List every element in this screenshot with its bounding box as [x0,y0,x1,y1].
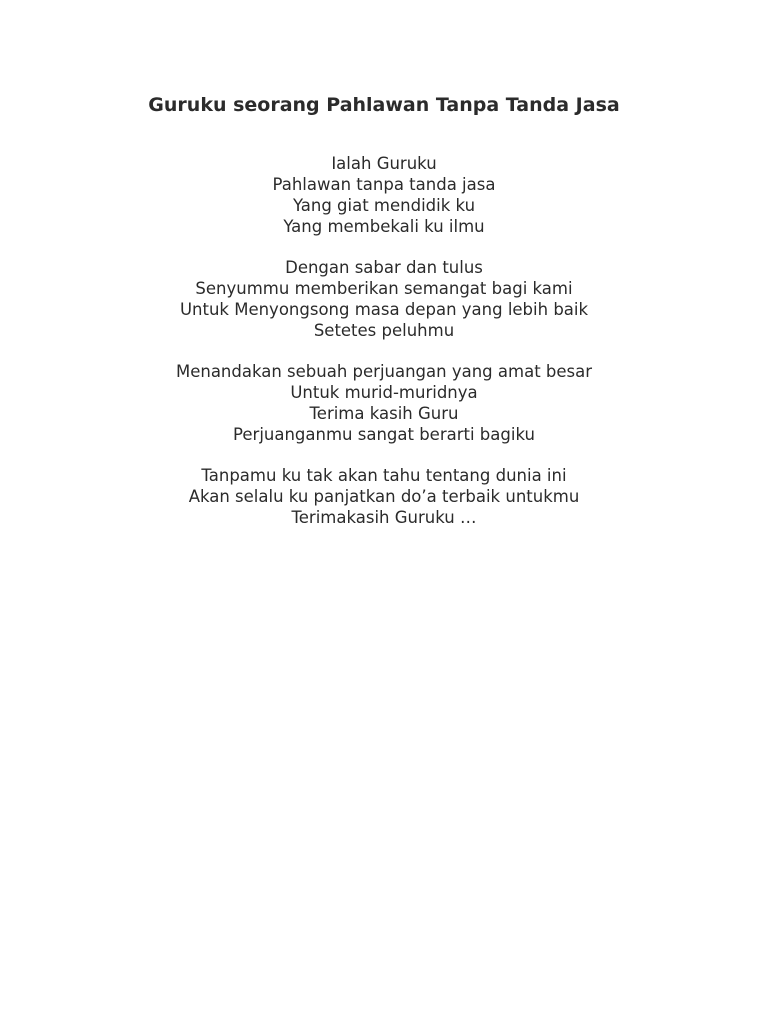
stanza-2 [0,257,768,341]
stanza-1 [0,153,768,237]
poem-line: Pahlawan tanpa tanda jasa [272,175,496,194]
poem-title: Guruku seorang Pahlawan Tanpa Tanda Jasa [148,94,620,116]
poem-line: Perjuanganmu sangat berarti bagiku [233,425,535,444]
poem-line: Terimakasih Guruku … [291,508,477,527]
poem-line: Tanpamu ku tak akan tahu tentang dunia ini [201,466,567,485]
stanza-3 [0,361,768,445]
poem-line: Akan selalu ku panjatkan do’a terbaik untukmu [188,487,580,506]
poem-line: Untuk murid-muridnya [290,383,478,402]
poem-line: Yang membekali ku ilmu [283,217,485,236]
poem-body [0,153,768,548]
stanza-4 [0,465,768,528]
poem-line: Senyummu memberikan semangat bagi kami [195,279,573,298]
poem-line: Terima kasih Guru [309,404,459,423]
poem-line: Menandakan sebuah perjuangan yang amat besar [175,362,593,381]
poem-line: Yang giat mendidik ku [292,196,476,215]
poem-line: Ialah Guruku [331,154,437,173]
poem-line: Setetes peluhmu [313,321,455,340]
poem-line: Dengan sabar dan tulus [285,258,483,277]
poem-line: Untuk Menyongsong masa depan yang lebih baik [179,300,589,319]
